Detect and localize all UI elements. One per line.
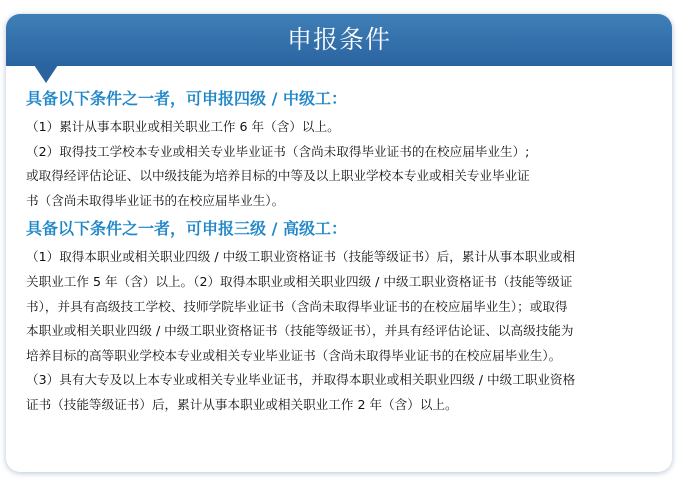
page-title: 申报条件 xyxy=(286,25,391,54)
section-heading-level3: 具备以下条件之一者，可申报三级 / 高级工： xyxy=(26,219,347,239)
paragraph-line: （3）具有大专及以上本专业或相关专业毕业证书，并取得本职业或相关职业四级 / 中级工职业资格 xyxy=(26,372,576,388)
conditions-content xyxy=(26,87,666,418)
banner-pointer xyxy=(34,65,58,83)
paragraph-line: 关职业工作 5 年（含）以上。（2）取得本职业或相关职业四级 / 中级工职业资格证书（技能等级证 xyxy=(26,273,573,289)
paragraph-line: （1）取得本职业或相关职业四级 / 中级工职业资格证书（技能等级证书）后，累计从事本职业或相 xyxy=(26,249,576,265)
paragraph-line: （1）累计从事本职业或相关职业工作 6 年（含）以上。 xyxy=(26,119,340,134)
paragraph-line: 书（含尚未取得毕业证书的在校应届毕业生）。 xyxy=(26,192,285,208)
paragraph-line: 证书（技能等级证书）后，累计从事本职业或相关职业工作 2 年（含）以上。 xyxy=(26,396,458,412)
conditions-card xyxy=(6,14,672,472)
section-heading-level4: 具备以下条件之一者，可申报四级 / 中级工： xyxy=(26,89,347,108)
paragraph-line: 培养目标的高等职业学校本专业或相关专业毕业证书（含尚未取得毕业证书的在校应届毕业生）。 xyxy=(26,347,562,363)
paragraph-line: 或取得经评估论证、以中级技能为培养目标的中等及以上职业学校本专业或相关专业毕业证 xyxy=(26,168,530,184)
paragraph-line: （2）取得技工学校本专业或相关专业毕业证书（含尚未取得毕业证书的在校应届毕业生）; xyxy=(26,143,530,159)
paragraph-line: 书），并具有高级技工学校、技师学院毕业证书（含尚未取得毕业证书的在校应届毕业生）；或取得 xyxy=(26,298,568,314)
paragraph-line: 本职业或相关职业四级 / 中级工职业资格证书（技能等级证书），并具有经评估论证、以高级技能为 xyxy=(26,323,574,339)
